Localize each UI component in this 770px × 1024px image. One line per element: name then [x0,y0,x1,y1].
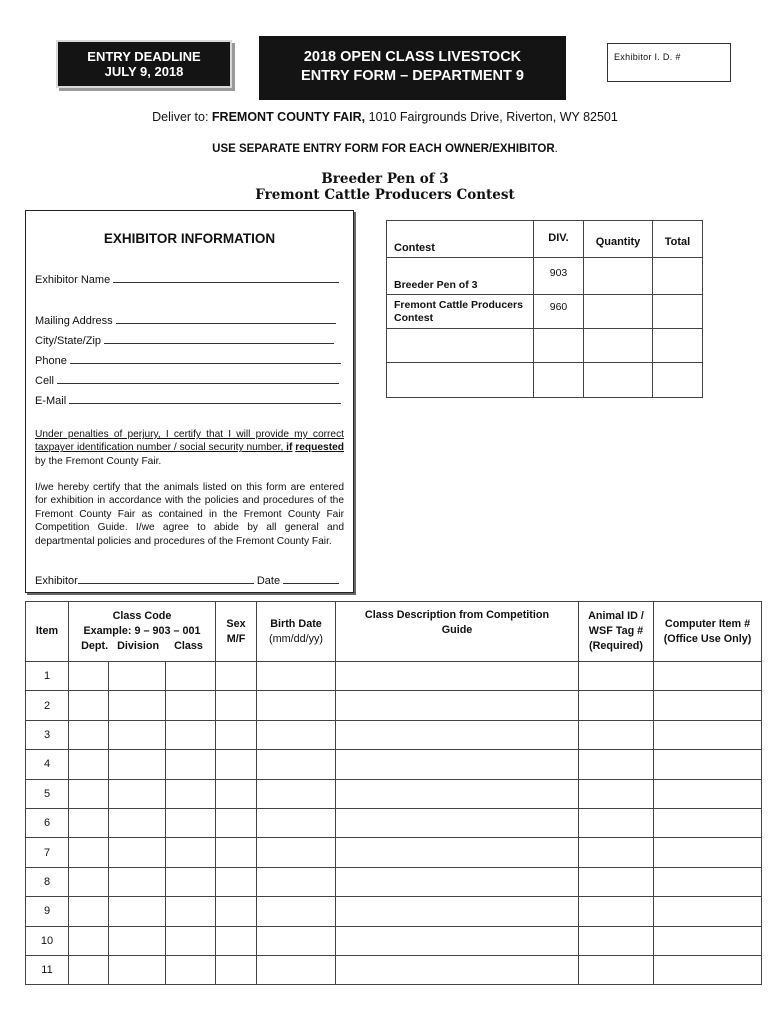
animal-id-cell[interactable] [579,750,654,779]
deliver-to-line [0,110,770,124]
division-cell[interactable] [109,691,166,720]
class-description-cell[interactable] [336,662,579,691]
contest-name-cell: Fremont Cattle Producers Contest [387,295,534,329]
wsf-tag-title: WSF Tag # [588,625,644,637]
division-cell[interactable] [109,720,166,749]
city-state-zip-label: City/State/Zip [35,335,102,347]
entry-row [26,808,762,837]
class-description-cell[interactable] [336,867,579,896]
sex-options: M/F [226,632,246,645]
quantity-cell[interactable] [584,363,653,398]
sex-cell[interactable] [216,838,257,867]
computer-item-title: Computer Item # [664,617,751,630]
sex-cell[interactable] [216,955,257,984]
contest-table [386,220,703,398]
birth-date-cell[interactable] [257,808,336,837]
separate-notice-period: . [554,143,558,155]
exhibitor-signature-label: Exhibitor [35,575,78,587]
computer-item-cell[interactable] [654,662,762,691]
deadline-label: ENTRY DEADLINE [87,49,201,64]
computer-item-cell[interactable] [654,779,762,808]
computer-item-cell[interactable] [654,691,762,720]
exhibitor-name-label: Exhibitor Name [35,274,111,286]
animal-id-title: Animal ID / [588,610,644,622]
contest-title [0,171,770,203]
class-description-header [336,602,579,662]
exhibitor-id-field[interactable] [607,43,731,82]
contest-name-cell[interactable] [387,329,534,363]
class-cell[interactable] [166,867,216,896]
perjury-requested: requested [295,442,344,454]
dept-cell[interactable] [69,838,109,867]
computer-item-note: (Office Use Only) [663,632,752,645]
sex-cell[interactable] [216,808,257,837]
div-header: DIV. [534,221,584,258]
exhibitor-name-field[interactable] [35,273,339,286]
animal-id-cell[interactable] [579,691,654,720]
fair-address: 1010 Fairgrounds Drive, Riverton, WY 82501 [365,110,618,124]
class-description-cell[interactable] [336,955,579,984]
entry-rows [26,662,762,985]
class-cell[interactable] [166,662,216,691]
computer-item-header [654,602,762,662]
certification-statement: I/we hereby certify that the animals listed on this form are entered for exhibition in accordance with the policies and procedures of the Fremont County Fair as contained in the Fremont County Fair Competition Guide. I/we agree to abide by all general and departmental policies and procedures of the Fremont County Fair. [35,482,344,547]
class-description-subtitle: Guide [441,624,473,636]
entry-row [26,720,762,749]
birth-date-cell[interactable] [257,750,336,779]
city-state-zip-line[interactable] [104,334,334,344]
div-cell[interactable] [534,329,584,363]
item-header: Item [26,602,69,662]
birth-date-cell[interactable] [257,926,336,955]
cell-field[interactable] [35,374,339,387]
birth-date-format: (mm/dd/yy) [269,632,323,645]
birth-date-cell[interactable] [257,779,336,808]
dept-cell[interactable] [69,955,109,984]
entry-row [26,926,762,955]
division-cell[interactable] [109,779,166,808]
class-cell[interactable] [166,691,216,720]
quantity-header: Quantity [584,221,653,258]
birth-date-cell[interactable] [257,662,336,691]
class-cell[interactable] [166,808,216,837]
item-number-cell: 11 [26,955,69,984]
perjury-if: if [283,442,293,454]
birth-date-cell[interactable] [257,838,336,867]
email-label: E-Mail [35,395,67,407]
class-description-cell[interactable] [336,779,579,808]
class-cell[interactable] [166,926,216,955]
computer-item-cell[interactable] [654,955,762,984]
class-description-cell[interactable] [336,808,579,837]
sex-cell[interactable] [216,750,257,779]
class-code-example: Example: 9 – 903 – 001 [83,625,201,637]
total-cell[interactable] [653,258,703,295]
deliver-prefix: Deliver to: [152,110,212,124]
cell-line[interactable] [57,374,339,384]
animal-id-cell[interactable] [579,897,654,926]
entry-header-row [26,602,762,662]
form-title-line2: ENTRY FORM – DEPARTMENT 9 [301,68,524,84]
birth-date-cell[interactable] [257,867,336,896]
mailing-address-label: Mailing Address [35,315,113,327]
entry-row [26,779,762,808]
sex-cell[interactable] [216,779,257,808]
item-number-cell: 10 [26,926,69,955]
division-cell[interactable] [109,838,166,867]
sex-cell[interactable] [216,867,257,896]
item-number-cell: 6 [26,808,69,837]
computer-item-cell[interactable] [654,897,762,926]
mailing-address-line[interactable] [116,314,336,324]
entry-row [26,691,762,720]
contest-name-cell[interactable] [387,363,534,398]
class-cell[interactable] [166,838,216,867]
item-number-cell: 4 [26,750,69,779]
total-cell[interactable] [653,329,703,363]
phone-field[interactable] [35,354,341,367]
entry-row [26,838,762,867]
contest-header: Contest [387,221,534,258]
sex-cell[interactable] [216,662,257,691]
division-cell[interactable] [109,750,166,779]
class-description-cell[interactable] [336,838,579,867]
entry-table [25,601,762,985]
div-cell: 960 [534,295,584,329]
sex-cell[interactable] [216,926,257,955]
class-description-cell[interactable] [336,691,579,720]
entry-row [26,897,762,926]
class-code-title: Class Code [112,610,172,622]
mailing-address-field[interactable] [35,314,336,327]
dept-cell[interactable] [69,691,109,720]
contest-name-cell: Breeder Pen of 3 [387,258,534,295]
division-cell[interactable] [109,662,166,691]
animal-id-cell[interactable] [579,926,654,955]
item-number-cell: 1 [26,662,69,691]
item-number-cell: 5 [26,779,69,808]
dept-cell[interactable] [69,779,109,808]
fair-name: FREMONT COUNTY FAIR, [211,110,366,124]
perjury-text-end: by the Fremont County Fair. [35,455,162,467]
div-cell[interactable] [534,363,584,398]
class-description-cell[interactable] [336,720,579,749]
separate-notice-text: USE SEPARATE ENTRY FORM FOR EACH OWNER/EXHIBITOR [212,143,555,155]
animal-id-header [579,602,654,662]
entry-row [26,750,762,779]
email-field[interactable] [35,394,341,407]
division-cell[interactable] [109,897,166,926]
city-state-zip-field[interactable] [35,334,334,347]
class-description-cell[interactable] [336,750,579,779]
dept-cell[interactable] [69,867,109,896]
item-number-cell: 2 [26,691,69,720]
animal-id-cell[interactable] [579,838,654,867]
total-header: Total [653,221,703,258]
class-description-cell[interactable] [336,897,579,926]
class-code-header [69,602,216,662]
perjury-text: Under penalties of perjury, I certify that I will provide my correct taxpayer identification number / social security number, [35,429,344,454]
entry-deadline-box [56,40,232,88]
entry-row [26,662,762,691]
cell-label: Cell [35,375,54,387]
form-title-line1: 2018 OPEN CLASS LIVESTOCK [303,49,522,65]
division-cell[interactable] [109,808,166,837]
birth-date-title: Birth Date [270,617,322,630]
animal-id-cell[interactable] [579,779,654,808]
exhibitor-information-panel [25,210,354,593]
birth-date-cell[interactable] [257,955,336,984]
contest-title-line2: Fremont Cattle Producers Contest [255,187,515,203]
computer-item-cell[interactable] [654,838,762,867]
division-cell[interactable] [109,926,166,955]
sex-cell[interactable] [216,897,257,926]
phone-label: Phone [35,355,67,367]
class-code-columns: Dept. Division Class [81,640,203,652]
class-description-title: Class Description from Competition [364,609,550,621]
entry-row [26,867,762,896]
animal-id-cell[interactable] [579,720,654,749]
class-cell[interactable] [166,779,216,808]
computer-item-cell[interactable] [654,808,762,837]
exhibitor-signature-line[interactable] [78,574,254,584]
exhibitor-name-line[interactable] [113,273,339,283]
dept-cell[interactable] [69,750,109,779]
division-cell[interactable] [109,867,166,896]
birth-date-cell[interactable] [257,691,336,720]
class-cell[interactable] [166,720,216,749]
class-description-cell[interactable] [336,926,579,955]
division-cell[interactable] [109,955,166,984]
dept-cell[interactable] [69,720,109,749]
sex-title: Sex [226,617,246,630]
quantity-cell[interactable] [584,329,653,363]
total-cell[interactable] [653,295,703,329]
class-cell[interactable] [166,897,216,926]
contest-row [387,363,703,398]
item-number-cell: 9 [26,897,69,926]
birth-date-header [257,602,336,662]
deadline-date: JULY 9, 2018 [104,64,184,79]
exhibitor-id-label: Exhibitor I. D. # [614,52,681,62]
exhibitor-info-heading: EXHIBITOR INFORMATION [103,231,276,246]
animal-id-cell[interactable] [579,662,654,691]
contest-title-line1: Breeder Pen of 3 [321,171,449,187]
item-number-cell: 3 [26,720,69,749]
quantity-cell[interactable] [584,258,653,295]
contest-row [387,295,703,329]
sex-cell[interactable] [216,691,257,720]
animal-id-cell[interactable] [579,955,654,984]
computer-item-cell[interactable] [654,926,762,955]
dept-cell[interactable] [69,808,109,837]
separate-form-notice [0,143,770,155]
contest-header-row [387,221,703,258]
sex-cell[interactable] [216,720,257,749]
entry-row [26,955,762,984]
computer-item-cell[interactable] [654,720,762,749]
perjury-statement [35,428,344,468]
div-cell: 903 [534,258,584,295]
email-line[interactable] [69,394,341,404]
quantity-cell[interactable] [584,295,653,329]
contest-row [387,258,703,295]
dept-cell[interactable] [69,897,109,926]
class-cell[interactable] [166,750,216,779]
item-number-cell: 8 [26,867,69,896]
birth-date-cell[interactable] [257,897,336,926]
date-label: Date [256,575,281,587]
class-cell[interactable] [166,955,216,984]
form-title-box [259,36,566,100]
contest-row [387,329,703,363]
exhibitor-signature-field[interactable] [35,574,339,587]
total-cell[interactable] [653,363,703,398]
computer-item-cell[interactable] [654,750,762,779]
dept-cell[interactable] [69,926,109,955]
sex-header [216,602,257,662]
birth-date-cell[interactable] [257,720,336,749]
animal-id-cell[interactable] [579,808,654,837]
dept-cell[interactable] [69,662,109,691]
animal-id-cell[interactable] [579,867,654,896]
phone-line[interactable] [70,354,341,364]
date-line[interactable] [283,574,339,584]
item-number-cell: 7 [26,838,69,867]
animal-id-required: (Required) [589,640,643,652]
computer-item-cell[interactable] [654,867,762,896]
